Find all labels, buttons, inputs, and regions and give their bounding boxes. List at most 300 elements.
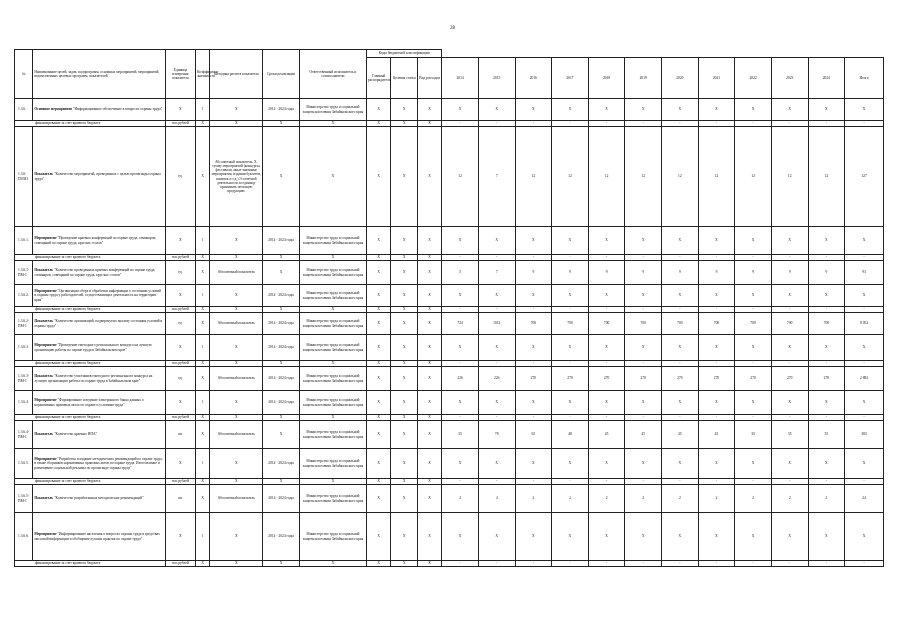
target-cell: X (391, 121, 417, 127)
total-cell: 383 (845, 421, 884, 449)
year-value-cell: - (588, 561, 625, 567)
responsible-cell: Министерство труда и социальной защиты населения Забайкальского края (299, 227, 366, 255)
chapter-cell: X (367, 335, 391, 361)
target-cell: X (391, 479, 417, 485)
table-row (15, 367, 884, 391)
year-value-cell: - (735, 307, 772, 313)
year-value-cell: X (588, 227, 625, 255)
period-cell: 2014 - 2024 годы (263, 391, 300, 415)
year-value-cell: - (442, 307, 479, 313)
year-value-cell: - (662, 415, 699, 421)
table-row (15, 335, 884, 361)
total-cell: 93 (845, 261, 884, 285)
year-value-cell: 700 (735, 313, 772, 335)
year-value-cell: X (808, 391, 845, 415)
expense-cell: X (417, 255, 441, 261)
chapter-cell: X (367, 121, 391, 127)
expense-cell: X (417, 479, 441, 485)
row-type-label: Основное мероприятие (34, 107, 73, 112)
year-value-cell: 270 (808, 367, 845, 391)
expense-cell: X (417, 513, 441, 561)
total-cell: - (845, 415, 884, 421)
method-cell: X (210, 99, 263, 121)
year-value-cell: 700 (588, 313, 625, 335)
year-value-cell: 2 (552, 485, 589, 513)
method-cell: X (210, 307, 263, 313)
chapter-cell: X (367, 513, 391, 561)
responsible-cell: Министерство труда и социальной защиты населения Забайкальского края (299, 367, 366, 391)
chapter-cell: X (367, 261, 391, 285)
table-row (15, 227, 884, 255)
header-period: Сроки реализации (263, 50, 300, 99)
row-description: "Количество проведенных краевых конференций по охране труда, семинаров, совещаний по охране труда, круглых столов" (34, 268, 156, 277)
expense-cell: X (417, 361, 441, 367)
chapter-cell: X (367, 449, 391, 479)
target-cell: X (391, 99, 417, 121)
header-responsible: Ответственный исполнитель и соисполнители (299, 50, 366, 99)
year-value-cell: - (515, 361, 552, 367)
financing-label: финансирование за счет краевого бюджета (15, 415, 166, 421)
header-year: 2016 (515, 58, 552, 99)
method-cell: X (210, 391, 263, 415)
row-description: "Информирование населения о вопросах охраны труда в средствах массовой информации и обобщение лучших практик по охране труда" (34, 532, 160, 541)
expense-cell: X (417, 285, 441, 307)
row-description: "Количество краевых НПА" (54, 432, 98, 437)
year-value-cell: X (588, 285, 625, 307)
chapter-cell: X (367, 285, 391, 307)
expense-cell: X (417, 485, 441, 513)
table-row (15, 261, 884, 285)
year-value-cell: X (552, 227, 589, 255)
year-value-cell: 4 (478, 485, 515, 513)
year-value-cell: - (662, 561, 699, 567)
year-value-cell: X (515, 335, 552, 361)
expense-cell: X (417, 313, 441, 335)
year-value-cell: - (552, 479, 589, 485)
row-type-label: Мероприятие (34, 532, 57, 537)
year-value-cell: 9 (625, 261, 662, 285)
year-value-cell: X (662, 449, 699, 479)
target-cell: X (391, 255, 417, 261)
row-type-label: Мероприятие (34, 236, 57, 241)
responsible-cell: X (299, 127, 366, 227)
year-value-cell: 270 (625, 367, 662, 391)
year-value-cell: 2 (698, 485, 735, 513)
year-value-cell: - (698, 255, 735, 261)
coefficient-cell: 1 (196, 391, 210, 415)
target-cell: X (391, 261, 417, 285)
year-value-cell: X (771, 449, 808, 479)
year-value-cell: 700 (662, 313, 699, 335)
year-value-cell: - (442, 561, 479, 567)
period-cell: X (263, 261, 300, 285)
header-year: 2015 (478, 58, 515, 99)
coefficient-cell: X (196, 127, 210, 227)
year-value-cell: - (442, 255, 479, 261)
header-name: Наименование целей, задач, подпрограмм, основных мероприятий, мероприятий, ведомственных целевых программ, показателей (33, 50, 165, 99)
expense-cell: X (417, 561, 441, 567)
year-value-cell: - (625, 255, 662, 261)
header-year: 2014 (442, 58, 479, 99)
coefficient-cell: 1 (196, 227, 210, 255)
total-cell: 2 882 (845, 367, 884, 391)
total-cell: - (845, 255, 884, 261)
year-value-cell: - (515, 255, 552, 261)
row-description: "Формирование и ведение электронного банка данных о нормативных правовых актах по охране и условиям труда" (34, 398, 144, 407)
total-cell: - (845, 561, 884, 567)
row-number: 1.3.6.3-ПМ-1 (15, 367, 33, 391)
year-value-cell: 12 (515, 127, 552, 227)
unit-cell: тыс.рублей (165, 479, 196, 485)
year-value-cell: 9 (771, 261, 808, 285)
method-cell: Абсолютный показатель (210, 485, 263, 513)
year-value-cell: X (808, 285, 845, 307)
method-cell: Абсолютный показатель. Х, сумму мероприятий (конкурсы, фестивали, иные значимые мероприятия, издания буклетов, памяток и т.д.) Э отчетной деятельности за единицу принимать печатную продукцию. (210, 127, 263, 227)
method-cell: X (210, 513, 263, 561)
year-value-cell: 35 (771, 421, 808, 449)
year-value-cell: X (808, 449, 845, 479)
year-value-cell: X (442, 449, 479, 479)
year-value-cell: X (442, 99, 479, 121)
unit-cell: ед. (165, 127, 196, 227)
target-cell: X (391, 485, 417, 513)
coefficient-cell: X (196, 313, 210, 335)
year-value-cell: X (588, 391, 625, 415)
target-cell: X (391, 361, 417, 367)
unit-cell: ед. (165, 261, 196, 285)
year-value-cell: - (625, 479, 662, 485)
total-cell: X (845, 391, 884, 415)
period-cell: X (263, 415, 300, 421)
responsible-cell: Министерство труда и социальной защиты населения Забайкальского края (299, 485, 366, 513)
year-value-cell: X (771, 335, 808, 361)
coefficient-cell: X (196, 307, 210, 313)
coefficient-cell: 1 (196, 449, 210, 479)
coefficient-cell: X (196, 367, 210, 391)
year-value-cell: X (552, 335, 589, 361)
chapter-cell: X (367, 307, 391, 313)
year-value-cell: 35 (735, 421, 772, 449)
year-value-cell: - (588, 307, 625, 313)
year-value-cell: X (442, 513, 479, 561)
year-value-cell: - (662, 255, 699, 261)
row-type-label: Мероприятие (34, 343, 57, 348)
header-year: 2022 (735, 58, 772, 99)
year-value-cell: X (552, 285, 589, 307)
year-value-cell: - (552, 415, 589, 421)
row-name (33, 285, 165, 307)
year-value-cell: - (515, 307, 552, 313)
year-value-cell: 2 (625, 485, 662, 513)
coefficient-cell: 1 (196, 335, 210, 361)
expense-cell: X (417, 335, 441, 361)
row-number: 1.3.6.1. (15, 227, 33, 255)
expense-cell: X (417, 227, 441, 255)
year-value-cell: - (515, 121, 552, 127)
year-value-cell: 700 (698, 313, 735, 335)
row-name (33, 421, 165, 449)
year-value-cell: 700 (515, 313, 552, 335)
year-value-cell: - (588, 121, 625, 127)
financing-label: финансирование за счет краевого бюджета (15, 121, 166, 127)
year-value-cell: X (588, 335, 625, 361)
year-value-cell: 270 (588, 367, 625, 391)
target-cell: X (391, 367, 417, 391)
year-value-cell: X (735, 227, 772, 255)
responsible-cell: Министерство труда и социальной защиты населения Забайкальского края (299, 449, 366, 479)
table-row (15, 449, 884, 479)
method-cell: X (210, 479, 263, 485)
year-value-cell: - (552, 361, 589, 367)
year-value-cell: X (625, 391, 662, 415)
financing-label: финансирование за счет краевого бюджета (15, 479, 166, 485)
header-target: Целевая статья (391, 58, 417, 99)
unit-cell: тыс.рублей (165, 415, 196, 421)
year-value-cell: 226 (478, 367, 515, 391)
target-cell: X (391, 561, 417, 567)
year-value-cell: X (625, 285, 662, 307)
total-cell: X (845, 227, 884, 255)
target-cell: X (391, 127, 417, 227)
year-value-cell: X (735, 391, 772, 415)
year-value-cell: - (808, 121, 845, 127)
expense-cell: X (417, 307, 441, 313)
row-type-label: Мероприятие (34, 398, 57, 403)
year-value-cell: 9 (588, 261, 625, 285)
expense-cell: X (417, 391, 441, 415)
year-value-cell: 9 (698, 261, 735, 285)
year-value-cell: - (442, 121, 479, 127)
year-value-cell: X (771, 513, 808, 561)
year-value-cell: 48 (552, 421, 589, 449)
coefficient-cell: X (196, 561, 210, 567)
row-type-label: Показатель (34, 496, 54, 501)
method-cell: X (210, 415, 263, 421)
year-value-cell: - (698, 415, 735, 421)
unit-cell: X (165, 99, 196, 121)
year-value-cell: 270 (735, 367, 772, 391)
row-description: "Проведение краевых конференций по охране труда, семинаров, совещаний по охране труда, круглых столов" (34, 236, 157, 245)
year-value-cell: X (478, 391, 515, 415)
period-cell: 2014 - 2024 годы (263, 313, 300, 335)
year-value-cell: X (771, 285, 808, 307)
responsible-cell: Министерство труда и социальной защиты населения Забайкальского края (299, 261, 366, 285)
target-cell: X (391, 307, 417, 313)
year-value-cell: - (771, 121, 808, 127)
year-value-cell: X (662, 513, 699, 561)
responsible-cell: Министерство труда и социальной защиты населения Забайкальского края (299, 313, 366, 335)
financing-label: финансирование за счет краевого бюджета (15, 255, 166, 261)
expense-cell: X (417, 99, 441, 121)
row-description: "Информационное обеспечение в вопросах охраны труда" (73, 107, 163, 112)
year-value-cell: 2 (808, 485, 845, 513)
total-cell: X (845, 99, 884, 121)
unit-cell: тыс.рублей (165, 255, 196, 261)
expense-cell: X (417, 415, 441, 421)
total-cell: - (845, 479, 884, 485)
row-number: 1.3.6.2. (15, 285, 33, 307)
row-number: 1.3.6.4. (15, 391, 33, 415)
period-cell: X (263, 307, 300, 313)
year-value-cell: - (478, 479, 515, 485)
year-value-cell: X (588, 513, 625, 561)
year-value-cell: 700 (771, 313, 808, 335)
year-value-cell: X (808, 227, 845, 255)
table-row (15, 285, 884, 307)
year-value-cell: X (552, 99, 589, 121)
table-row (15, 313, 884, 335)
header-unit: Единица измерения показателя (165, 50, 196, 99)
period-cell: X (263, 479, 300, 485)
year-value-cell: 2 (515, 485, 552, 513)
target-cell: X (391, 449, 417, 479)
row-description: "Количество разработанных методических рекомендаций" (54, 496, 144, 501)
year-value-cell: - (735, 255, 772, 261)
chapter-cell: X (367, 127, 391, 227)
year-value-cell: - (735, 561, 772, 567)
method-cell: Абсолютный показатель (210, 261, 263, 285)
period-cell: 2014 - 2024 годы (263, 335, 300, 361)
year-value-cell: 12 (808, 127, 845, 227)
year-value-cell: - (478, 307, 515, 313)
row-type-label: Показатель (34, 172, 54, 177)
expense-cell: X (417, 449, 441, 479)
row-number: 1.3.6.3. (15, 335, 33, 361)
row-name (33, 449, 165, 479)
coefficient-cell: X (196, 421, 210, 449)
year-value-cell: X (662, 227, 699, 255)
year-value-cell: - (808, 479, 845, 485)
year-value-cell: 724 (442, 313, 479, 335)
year-value-cell: X (515, 285, 552, 307)
total-cell: X (845, 285, 884, 307)
method-cell: X (210, 361, 263, 367)
period-cell: 2014 - 2024 годы (263, 367, 300, 391)
coefficient-cell: X (196, 485, 210, 513)
year-value-cell: 226 (442, 367, 479, 391)
table-row (15, 99, 884, 121)
unit-cell: X (165, 391, 196, 415)
year-value-cell: X (478, 335, 515, 361)
year-value-cell: 270 (771, 367, 808, 391)
row-number: 1.3.6.5-ПМ-1 (15, 485, 33, 513)
year-value-cell: 12 (625, 127, 662, 227)
period-cell: 2014 - 2024 годы (263, 227, 300, 255)
year-value-cell: - (808, 255, 845, 261)
year-value-cell: - (588, 479, 625, 485)
responsible-cell: X (299, 255, 366, 261)
row-description: "Количество организаций, подвергнутых анализу состояния условий и охраны труда" (34, 319, 163, 328)
year-value-cell: X (698, 513, 735, 561)
header-coefficient: Коэффициент значимости (196, 50, 210, 99)
header-year: 2018 (588, 58, 625, 99)
header-row-top (15, 50, 884, 58)
target-cell: X (391, 313, 417, 335)
year-value-cell: X (808, 335, 845, 361)
method-cell: X (210, 255, 263, 261)
period-cell: X (263, 255, 300, 261)
period-cell: 2014 - 2024 годы (263, 485, 300, 513)
year-value-cell: 12 (552, 127, 589, 227)
row-number: 1.3.6.6. (15, 513, 33, 561)
year-value-cell: 9 (515, 261, 552, 285)
chapter-cell: X (367, 561, 391, 567)
period-cell: X (263, 421, 300, 449)
header-method: Методика расчета показателя (210, 50, 263, 99)
header-year: 2024 (808, 58, 845, 99)
year-value-cell: X (698, 99, 735, 121)
total-cell: X (845, 513, 884, 561)
row-description: "Количество участников ежегодного регионального конкурса на лучшую организацию работы по охране труда в Забайкальском крае" (34, 374, 153, 383)
financing-row (15, 561, 884, 567)
year-value-cell: 12 (442, 127, 479, 227)
year-value-cell: - (588, 415, 625, 421)
year-value-cell: X (552, 391, 589, 415)
row-name (33, 367, 165, 391)
financing-label: финансирование за счет краевого бюджета (15, 561, 166, 567)
row-number: 1.3.6.4-ПМ-1 (15, 421, 33, 449)
financing-label: финансирование за счет краевого бюджета (15, 361, 166, 367)
row-number: 1.3.6.5. (15, 449, 33, 479)
table-row (15, 421, 884, 449)
method-cell: X (210, 121, 263, 127)
page-number: 28 (450, 26, 455, 31)
year-value-cell: 7 (478, 127, 515, 227)
unit-cell: тыс.рублей (165, 561, 196, 567)
table-row (15, 391, 884, 415)
year-value-cell: X (771, 99, 808, 121)
chapter-cell: X (367, 391, 391, 415)
year-value-cell: X (588, 99, 625, 121)
year-value-cell: - (771, 479, 808, 485)
expense-cell: X (417, 121, 441, 127)
row-number: 1.3.6.1-ПМ-1 (15, 261, 33, 285)
year-value-cell: X (442, 335, 479, 361)
year-value-cell: 35 (808, 421, 845, 449)
total-cell: - (845, 361, 884, 367)
year-value-cell: - (771, 361, 808, 367)
year-value-cell: - (552, 561, 589, 567)
year-value-cell: - (442, 415, 479, 421)
chapter-cell: X (367, 99, 391, 121)
unit-cell: X (165, 513, 196, 561)
year-value-cell: - (662, 307, 699, 313)
year-value-cell: 45 (698, 421, 735, 449)
year-value-cell: X (698, 391, 735, 415)
year-value-cell: X (735, 99, 772, 121)
year-value-cell: - (735, 121, 772, 127)
row-name (33, 261, 165, 285)
period-cell: X (263, 361, 300, 367)
row-name (33, 313, 165, 335)
year-value-cell: X (515, 227, 552, 255)
responsible-cell: X (299, 307, 366, 313)
period-cell: 2014 - 2024 годы (263, 449, 300, 479)
year-value-cell: 270 (515, 367, 552, 391)
method-cell: Абсолютный показатель (210, 313, 263, 335)
year-value-cell: - (478, 415, 515, 421)
year-value-cell: X (808, 99, 845, 121)
total-cell: X (845, 449, 884, 479)
year-value-cell: 700 (552, 313, 589, 335)
year-value-cell: X (698, 335, 735, 361)
header-chapter: Главный распорядитель (367, 58, 391, 99)
unit-cell: X (165, 335, 196, 361)
unit-cell: ед. (165, 313, 196, 335)
expense-cell: X (417, 367, 441, 391)
year-value-cell: - (625, 361, 662, 367)
year-value-cell: - (808, 561, 845, 567)
